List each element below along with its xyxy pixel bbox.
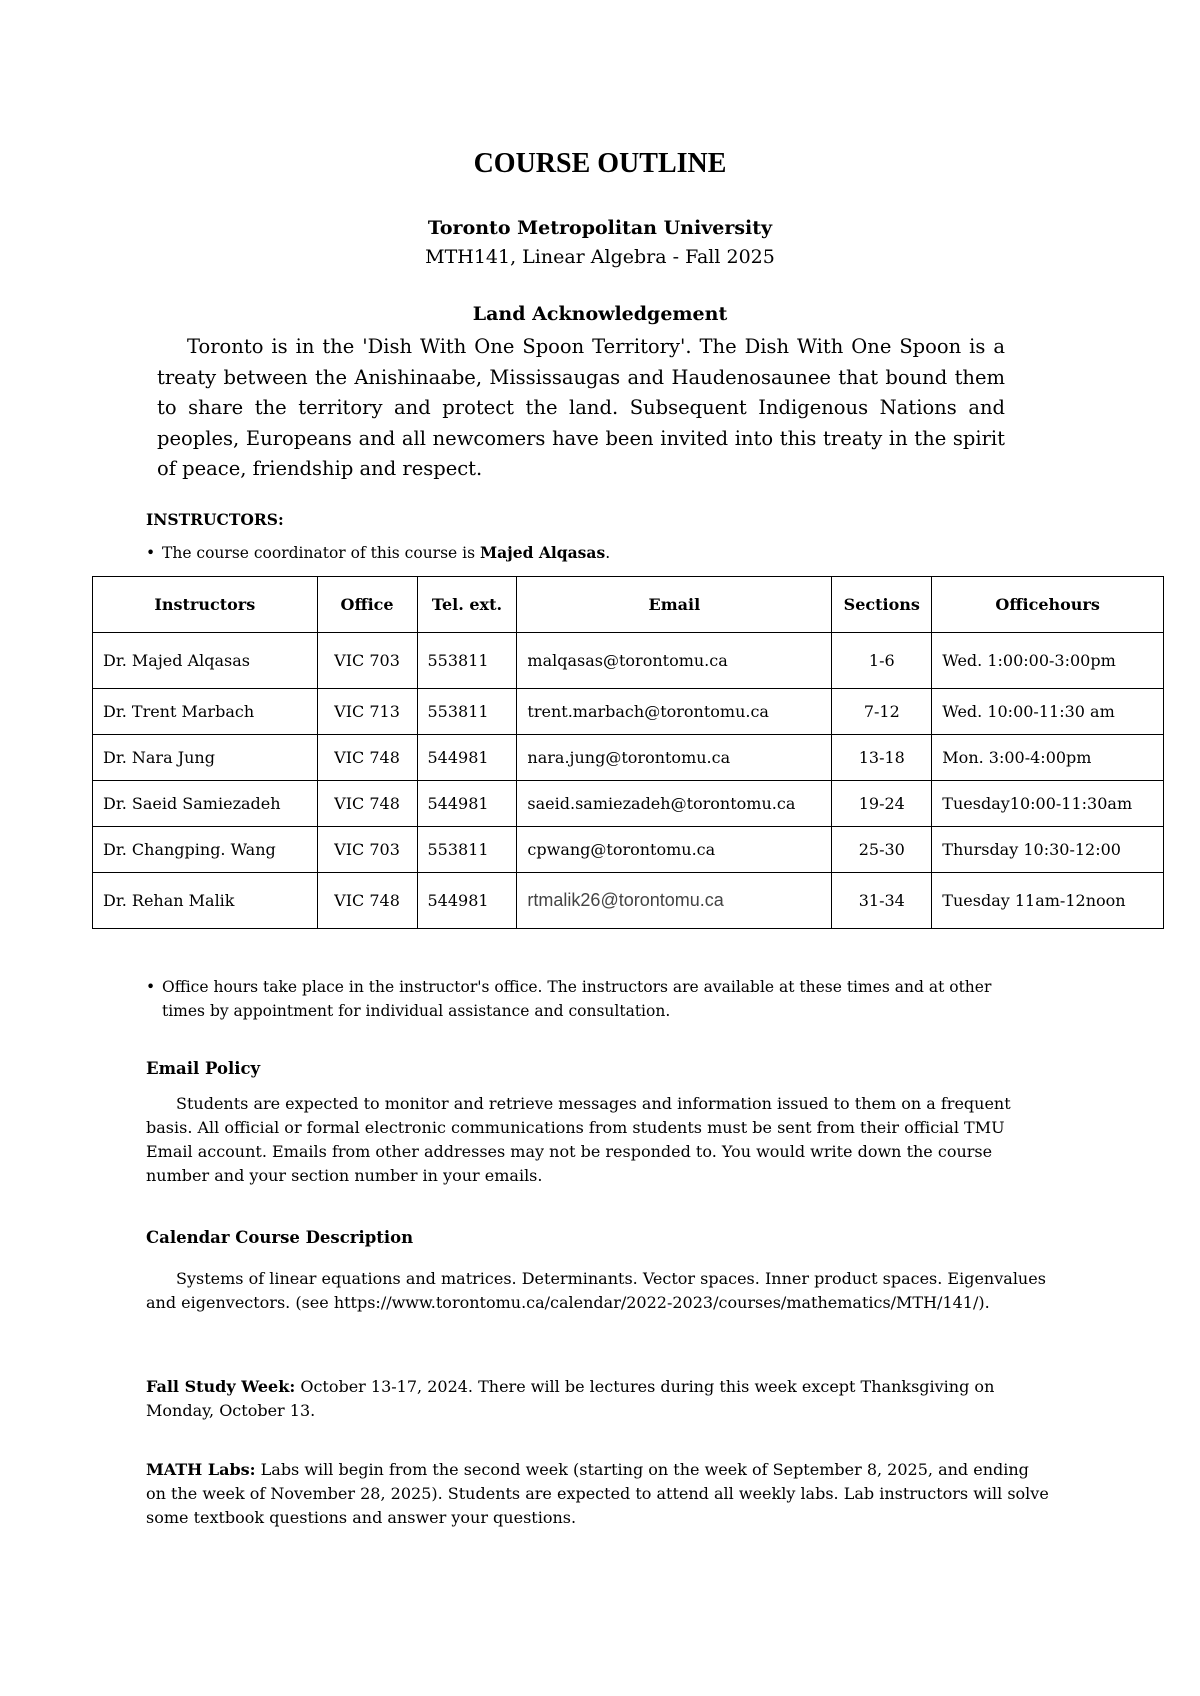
office: VIC 748 — [317, 873, 417, 929]
math-labs — [146, 1458, 1051, 1530]
office: VIC 703 — [317, 827, 417, 873]
calendar-heading: Calendar Course Description — [146, 1228, 414, 1247]
sections: 19-24 — [832, 781, 932, 827]
instructor-name: Dr. Saeid Samiezadeh — [93, 781, 318, 827]
labs-text: Labs will begin from the second week (starting on the week of September 8, 2025, and ending on the week of November 28, 2025). Students are expected to attend all weekly labs. Lab instructors will solve some textbook questions and answer your questions. — [146, 1460, 1049, 1527]
column-header: Office — [317, 577, 417, 633]
university-name: Toronto Metropolitan University — [427, 217, 773, 239]
email: malqasas@torontomu.ca — [517, 633, 832, 689]
office-hours: Thursday 10:30-12:00 — [932, 827, 1164, 873]
course-name: MTH141, Linear Algebra - Fall 2025 — [425, 246, 775, 268]
coordinator-suffix: . — [605, 544, 611, 562]
table-row — [93, 633, 1164, 689]
email: rtmalik26@torontomu.ca — [517, 873, 832, 929]
tel-ext: 553811 — [417, 633, 517, 689]
office: VIC 748 — [317, 735, 417, 781]
table-row — [93, 689, 1164, 735]
table-row — [93, 873, 1164, 929]
column-header: Officehours — [932, 577, 1164, 633]
table-row — [93, 827, 1164, 873]
office-hours: Wed. 1:00:00-3:00pm — [932, 633, 1164, 689]
tel-ext: 544981 — [417, 781, 517, 827]
office-hours: Mon. 3:00-4:00pm — [932, 735, 1164, 781]
labs-label: MATH Labs: — [146, 1460, 256, 1479]
email-policy-text: Students are expected to monitor and retrieve messages and information issued to them on a frequent basis. All official or formal electronic communications from students must be sent from their official TMU Email account. Emails from other addresses may not be responded to. You would write down the course number and your section number in your emails. — [146, 1094, 1011, 1185]
tel-ext: 544981 — [417, 735, 517, 781]
office-hours: Tuesday10:00-11:30am — [932, 781, 1164, 827]
office-hours: Tuesday 11am-12noon — [932, 873, 1164, 929]
instructors-heading: INSTRUCTORS: — [146, 510, 284, 529]
sections: 7-12 — [832, 689, 932, 735]
page-title: COURSE OUTLINE — [473, 148, 727, 179]
instructors-table — [92, 576, 1164, 929]
instructor-name: Dr. Rehan Malik — [93, 873, 318, 929]
column-header: Instructors — [93, 577, 318, 633]
sections: 13-18 — [832, 735, 932, 781]
tel-ext: 544981 — [417, 873, 517, 929]
tel-ext: 553811 — [417, 827, 517, 873]
office-note-line2: times by appointment for individual assistance and consultation. — [162, 1002, 671, 1020]
email-policy-heading: Email Policy — [146, 1059, 261, 1078]
column-header: Email — [517, 577, 832, 633]
email: cpwang@torontomu.ca — [517, 827, 832, 873]
land-acknowledgement-heading: Land Acknowledgement — [472, 303, 728, 325]
bullet-icon: • — [146, 978, 156, 996]
instructor-name: Dr. Trent Marbach — [93, 689, 318, 735]
office-hours-note — [146, 975, 1076, 1023]
email: saeid.samiezadeh@torontomu.ca — [517, 781, 832, 827]
instructor-name: Dr. Changping. Wang — [93, 827, 318, 873]
tel-ext: 553811 — [417, 689, 517, 735]
office: VIC 703 — [317, 633, 417, 689]
column-header: Sections — [832, 577, 932, 633]
table-row — [93, 735, 1164, 781]
instructor-name: Dr. Majed Alqasas — [93, 633, 318, 689]
email: trent.marbach@torontomu.ca — [517, 689, 832, 735]
coordinator-bullet — [146, 543, 610, 562]
email: nara.jung@torontomu.ca — [517, 735, 832, 781]
study-week — [146, 1375, 1051, 1423]
instructor-name: Dr. Nara Jung — [93, 735, 318, 781]
table-header-row — [93, 577, 1164, 633]
office: VIC 748 — [317, 781, 417, 827]
office: VIC 713 — [317, 689, 417, 735]
sections: 25-30 — [832, 827, 932, 873]
coordinator-prefix: The course coordinator of this course is — [162, 544, 480, 562]
calendar-text: Systems of linear equations and matrices. Determinants. Vector spaces. Inner product spaces. Eigenvalues and eigenvectors. (see https://www.torontomu.ca/calendar/2022-2023/courses/mathematics/MTH/141/). — [146, 1269, 1046, 1312]
study-week-text: October 13-17, 2024. There will be lectures during this week except Thanksgiving on Monday, October 13. — [146, 1377, 995, 1420]
column-header: Tel. ext. — [417, 577, 517, 633]
land-acknowledgement-text: Toronto is in the 'Dish With One Spoon Territory'. The Dish With One Spoon is a treaty between the Anishinaabe, Mississaugas and Haudenosaunee that bound them to share the territory and protect the land. Subsequent Indigenous Nations and peoples, Europeans and all newcomers have been invited into this treaty in the spirit of peace, friendship and respect. — [157, 335, 1005, 480]
sections: 1-6 — [832, 633, 932, 689]
bullet-icon: • — [146, 544, 156, 562]
office-note-line1: Office hours take place in the instructor's office. The instructors are available at these times and at other — [162, 978, 992, 996]
study-week-label: Fall Study Week: — [146, 1377, 296, 1396]
office-hours: Wed. 10:00-11:30 am — [932, 689, 1164, 735]
table-row — [93, 781, 1164, 827]
sections: 31-34 — [832, 873, 932, 929]
coordinator-name: Majed Alqasas — [479, 543, 606, 562]
